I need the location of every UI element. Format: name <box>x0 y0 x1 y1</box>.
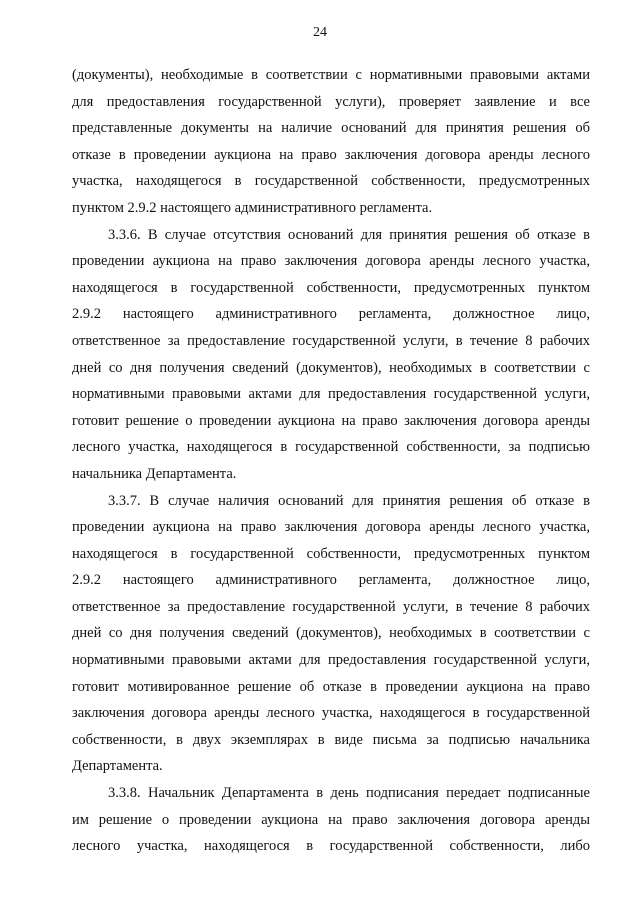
text-line: дней со дня получения сведений (документов), необходимых в соответствии с <box>72 625 590 642</box>
text-line: отказе в проведении аукциона на право заключения договора аренды лесного <box>72 146 590 163</box>
text-line: (документы), необходимые в соответствии с нормативными правовыми актами <box>72 67 590 83</box>
text-line: для предоставления государственной услуги), проверяет заявление и все <box>72 93 590 110</box>
paragraph <box>72 488 590 781</box>
document-body <box>72 62 590 860</box>
text-line: проведении аукциона на право заключения договора аренды лесного участка, <box>72 519 590 536</box>
text-line: ответственное за предоставление государственной услуги, в течение 8 рабочих <box>72 598 590 615</box>
paragraph <box>72 780 590 860</box>
text-line: им решение о проведении аукциона на право заключения договора аренды <box>72 811 590 828</box>
text-line: проведении аукциона на право заключения договора аренды лесного участка, <box>72 253 590 270</box>
text-line: начальника Департамента. <box>72 465 237 482</box>
text-line: 3.3.8. Начальник Департамента в день подписания передает подписанные <box>108 785 590 802</box>
text-line: 3.3.7. В случае наличия оснований для принятия решения об отказе в <box>108 492 590 509</box>
text-line: дней со дня получения сведений (документов), необходимых в соответствии с <box>72 359 590 376</box>
text-line: лесного участка, находящегося в государственной собственности, либо <box>72 838 590 855</box>
paragraph <box>72 222 590 488</box>
text-line: 3.3.6. В случае отсутствия оснований для принятия решения об отказе в <box>108 226 590 243</box>
text-line: ответственное за предоставление государственной услуги, в течение 8 рабочих <box>72 332 590 349</box>
page-number: 24 <box>313 25 327 40</box>
text-line: готовит мотивированное решение об отказе в проведении аукциона на право <box>72 678 590 695</box>
text-line: готовит решение о проведении аукциона на право заключения договора аренды <box>72 412 590 429</box>
text-line: нормативными правовыми актами для предоставления государственной услуги, <box>72 386 590 403</box>
text-line: представленные документы на наличие оснований для принятия решения об <box>72 120 590 137</box>
text-line: собственности, в двух экземплярах в виде письма за подписью начальника <box>72 731 590 748</box>
text-line: участка, находящегося в государственной собственности, предусмотренных <box>72 173 590 190</box>
text-line: пунктом 2.9.2 настоящего административного регламента. <box>72 199 433 216</box>
text-line: Департамента. <box>72 758 163 775</box>
text-line: 2.9.2 настоящего административного регламента, должностное лицо, <box>72 306 590 323</box>
text-line: лесного участка, находящегося в государственной собственности, за подписью <box>72 439 590 456</box>
text-line: находящегося в государственной собственности, предусмотренных пунктом <box>72 279 590 296</box>
paragraph <box>72 62 590 222</box>
text-line: нормативными правовыми актами для предоставления государственной услуги, <box>72 652 590 669</box>
text-line: находящегося в государственной собственности, предусмотренных пунктом <box>72 545 590 562</box>
text-line: 2.9.2 настоящего административного регламента, должностное лицо, <box>72 572 590 589</box>
text-line: заключения договора аренды лесного участка, находящегося в государственной <box>72 705 590 722</box>
